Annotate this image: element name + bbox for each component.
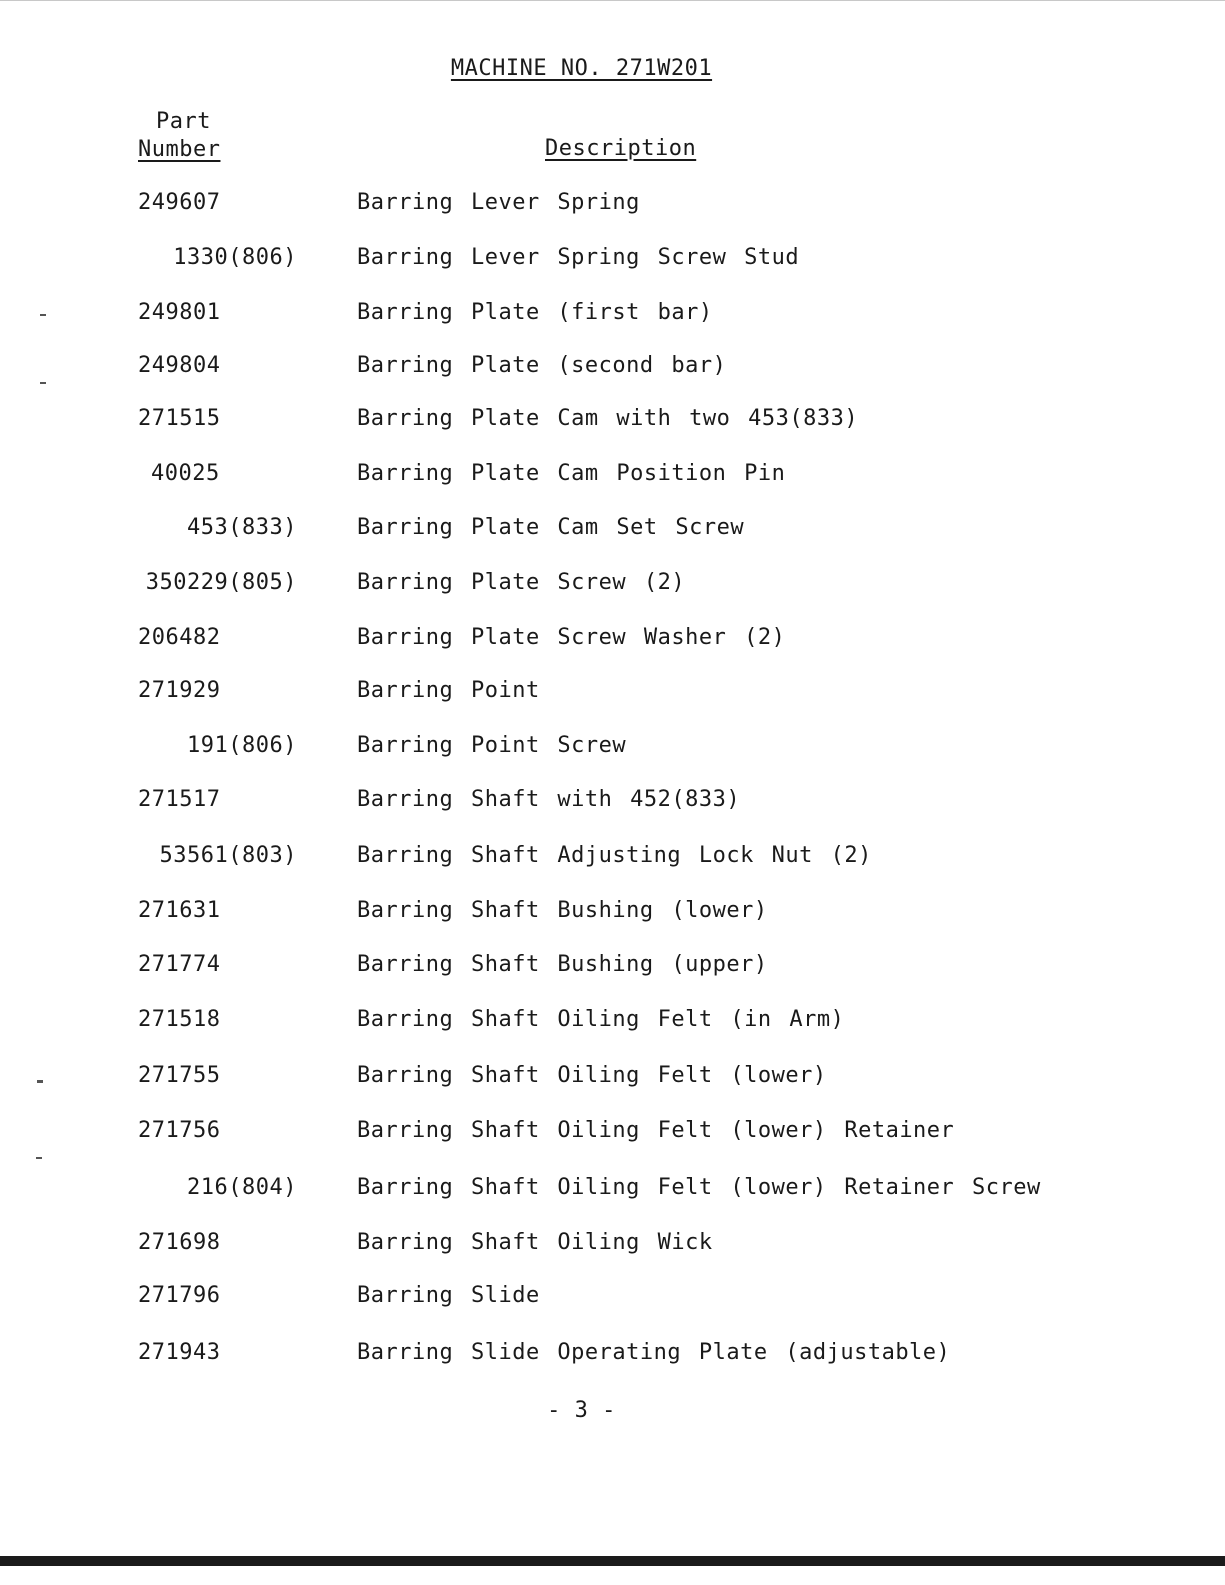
part-number: 271756 bbox=[138, 1118, 221, 1143]
table-row bbox=[0, 952, 1225, 982]
part-number: 271774 bbox=[138, 952, 221, 977]
page-title bbox=[0, 56, 1163, 81]
part-number: 271796 bbox=[138, 1283, 221, 1308]
part-description: Barring Shaft Oiling Felt (lower) Retainer Screw bbox=[357, 1175, 1041, 1200]
part-description: Barring Plate Screw (2) bbox=[357, 570, 686, 595]
page-title-text: MACHINE NO. 271W201 bbox=[450, 56, 713, 81]
part-description: Barring Shaft Adjusting Lock Nut (2) bbox=[357, 843, 872, 868]
table-row bbox=[0, 461, 1225, 491]
part-number: 271698 bbox=[138, 1230, 221, 1255]
margin-mark bbox=[36, 1157, 42, 1159]
part-number: 271517 bbox=[138, 787, 221, 812]
table-row bbox=[0, 1063, 1225, 1093]
margin-mark bbox=[40, 314, 46, 316]
part-number: 271631 bbox=[138, 898, 221, 923]
bottom-edge-band bbox=[0, 1556, 1225, 1566]
table-row bbox=[0, 245, 1225, 275]
margin-mark bbox=[40, 382, 46, 384]
table-row bbox=[0, 1283, 1225, 1313]
part-description: Barring Shaft with 452(833) bbox=[357, 787, 741, 812]
part-description: Barring Point Screw bbox=[357, 733, 627, 758]
table-row bbox=[0, 406, 1225, 436]
part-description: Barring Plate (second bar) bbox=[357, 353, 727, 378]
part-number-header-line2: Number bbox=[138, 137, 221, 162]
part-number: 271929 bbox=[138, 678, 221, 703]
part-description: Barring Shaft Oiling Felt (in Arm) bbox=[357, 1007, 845, 1032]
table-row bbox=[0, 1175, 1225, 1205]
part-number: 271515 bbox=[138, 406, 221, 431]
part-description: Barring Point bbox=[357, 678, 540, 703]
part-number: 249801 bbox=[138, 300, 221, 325]
margin-mark bbox=[37, 1080, 43, 1083]
part-description: Barring Shaft Oiling Felt (lower) bbox=[357, 1063, 827, 1088]
part-description: Barring Plate Screw Washer (2) bbox=[357, 625, 786, 650]
part-description: Barring Lever Spring Screw Stud bbox=[357, 245, 800, 270]
table-row bbox=[0, 898, 1225, 928]
part-description: Barring Lever Spring bbox=[357, 190, 640, 215]
part-description: Barring Slide bbox=[357, 1283, 540, 1308]
part-number: 1330(806) bbox=[173, 245, 297, 270]
part-number-header-line1: Part bbox=[156, 109, 211, 134]
table-row bbox=[0, 1007, 1225, 1037]
table-row bbox=[0, 300, 1225, 330]
top-edge-line bbox=[0, 0, 1225, 1]
part-number: 271755 bbox=[138, 1063, 221, 1088]
table-row bbox=[0, 625, 1225, 655]
part-description: Barring Plate Cam with two 453(833) bbox=[357, 406, 859, 431]
table-row bbox=[0, 1230, 1225, 1260]
part-number: 453(833) bbox=[187, 515, 297, 540]
part-description: Barring Shaft Oiling Wick bbox=[357, 1230, 713, 1255]
description-header: Description bbox=[545, 136, 697, 161]
part-number: 249607 bbox=[138, 190, 221, 215]
part-description: Barring Shaft Oiling Felt (lower) Retainer bbox=[357, 1118, 955, 1143]
part-description: Barring Slide Operating Plate (adjustable) bbox=[357, 1340, 951, 1365]
part-description: Barring Shaft Bushing (upper) bbox=[357, 952, 768, 977]
table-row bbox=[0, 733, 1225, 763]
part-number: 206482 bbox=[138, 625, 221, 650]
part-number: 249804 bbox=[138, 353, 221, 378]
table-row bbox=[0, 1340, 1225, 1370]
table-row bbox=[0, 190, 1225, 220]
part-description: Barring Plate Cam Position Pin bbox=[357, 461, 786, 486]
table-row bbox=[0, 843, 1225, 873]
part-number: 53561(803) bbox=[159, 843, 297, 868]
part-description: Barring Plate (first bar) bbox=[357, 300, 713, 325]
part-number: 271518 bbox=[138, 1007, 221, 1032]
table-row bbox=[0, 678, 1225, 708]
table-row bbox=[0, 1118, 1225, 1148]
part-number: 216(804) bbox=[187, 1175, 297, 1200]
part-number: 191(806) bbox=[187, 733, 297, 758]
table-row bbox=[0, 570, 1225, 600]
part-description: Barring Shaft Bushing (lower) bbox=[357, 898, 768, 923]
part-number: 271943 bbox=[138, 1340, 221, 1365]
table-row bbox=[0, 515, 1225, 545]
part-number: 350229(805) bbox=[145, 570, 297, 595]
part-number-header bbox=[138, 108, 220, 164]
part-description: Barring Plate Cam Set Screw bbox=[357, 515, 745, 540]
table-row bbox=[0, 787, 1225, 817]
page-number: - 3 - bbox=[547, 1398, 616, 1423]
part-number: 40025 bbox=[151, 461, 220, 486]
table-row bbox=[0, 353, 1225, 383]
